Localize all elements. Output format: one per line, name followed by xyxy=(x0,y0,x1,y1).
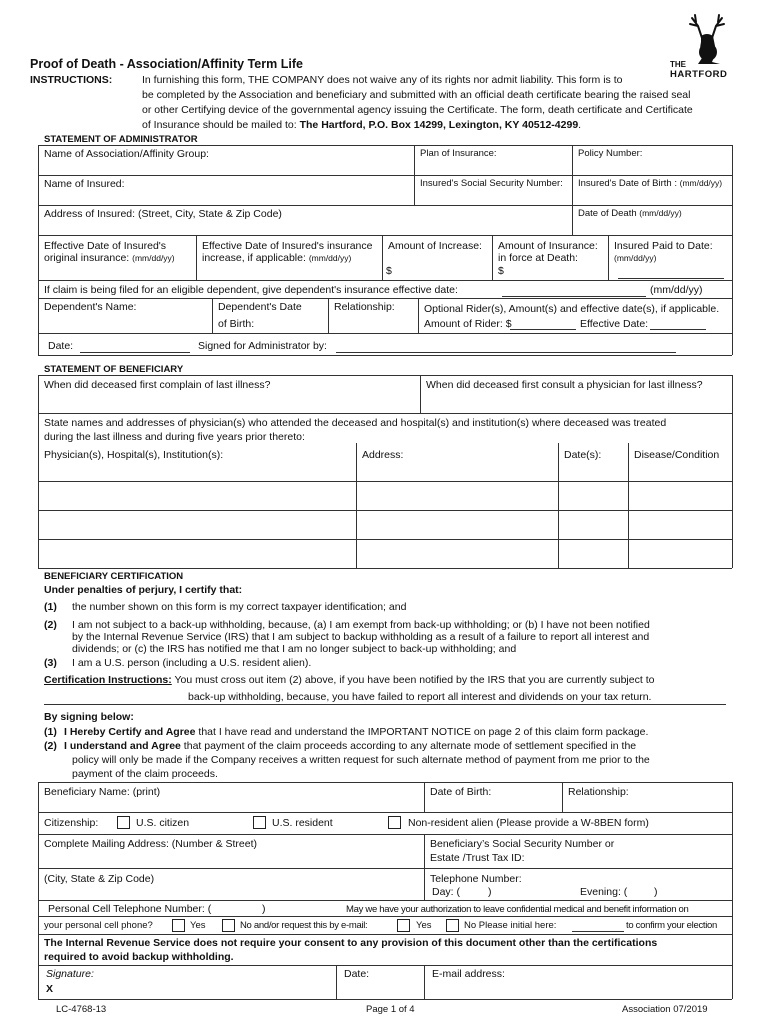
cert-item-3-text: I am a U.S. person (including a U.S. resident alien). xyxy=(72,657,312,669)
eff-original-format: (mm/dd/yy) xyxy=(132,253,175,263)
cell-phone-close: ) xyxy=(262,903,266,915)
non-resident-checkbox[interactable] xyxy=(388,816,401,829)
cert-item-2-line-1: I am not subject to a back-up withholding, because, (a) I am exempt from back-up withholding; or (b) I have not been notified xyxy=(72,619,650,631)
cell-question: your personal cell phone? xyxy=(44,920,153,931)
instructions-line-1: In furnishing this form, THE COMPANY does not waive any of its rights nor admit liability. This form is to xyxy=(142,74,623,86)
eff-increase-label-2 xyxy=(202,252,351,264)
date-of-death-label xyxy=(578,208,682,219)
beneficiary-ssn-label-1: Beneficiary’s Social Security Number or xyxy=(430,838,615,850)
evening-phone-close: ) xyxy=(654,886,658,898)
amount-increase-dollar: $ xyxy=(386,265,392,277)
form-title: Proof of Death - Association/Affinity Term Life xyxy=(30,57,303,71)
signing-item-2 xyxy=(64,740,636,752)
cert-item-2-line-3: dividends; or (c) the IRS has notified me that I am no longer subject to back-up withholding; and xyxy=(72,643,517,655)
irs-notice-line-1: The Internal Revenue Service does not require your consent to any provision of this document other than the certifications xyxy=(44,937,658,949)
signing-item-1-number: (1) xyxy=(44,726,57,738)
cert-item-2-line-2: by the Internal Revenue Service (IRS) that I am subject to backup withholding as a result of a failure to report all interest and xyxy=(72,631,650,643)
cert-item-1-number: (1) xyxy=(44,601,57,613)
beneficiary-name-label: Beneficiary Name: (print) xyxy=(44,786,161,798)
logo-the: THE xyxy=(670,60,686,69)
initial-line[interactable] xyxy=(572,931,624,932)
signing-item-1-bold: I Hereby Certify and Agree xyxy=(64,726,196,738)
cell-no-checkbox[interactable] xyxy=(222,919,235,932)
physicians-instruction-2: during the last illness and during five years prior thereto: xyxy=(44,431,305,443)
dependent-dob-label-1: Dependent's Date xyxy=(218,301,302,313)
beneficiary-dob-label: Date of Birth: xyxy=(430,786,492,798)
day-phone-close: ) xyxy=(488,886,492,898)
instructions-mail-prefix: of Insurance should be mailed to: xyxy=(142,119,300,131)
policy-label: Policy Number: xyxy=(578,148,643,159)
paid-to-date-label: Insured Paid to Date: xyxy=(614,240,713,252)
col-dates-label: Date(s): xyxy=(564,449,602,461)
instructions-line-4 xyxy=(142,119,581,131)
signature-label: Signature: xyxy=(46,968,94,980)
signature-date-label: Date: xyxy=(344,968,370,980)
beneficiary-ssn-label-2: Estate /Trust Tax ID: xyxy=(430,852,525,864)
col-physicians-label: Physician(s), Hospital(s), Institution(s): xyxy=(44,449,224,461)
eff-increase-text: increase, if applicable: xyxy=(202,252,306,264)
form-edition: Association 07/2019 xyxy=(622,1004,708,1015)
form-number: LC-4768-13 xyxy=(56,1004,107,1015)
non-resident-label: Non-resident alien (Please provide a W-8BEN form) xyxy=(408,817,649,829)
group-name-label: Name of Association/Affinity Group: xyxy=(44,148,209,160)
dependent-effective-line[interactable] xyxy=(502,296,646,297)
physicians-instruction-1: State names and addresses of physician(s) who attended the deceased and hospital(s) and institution(s) where deceased was treated xyxy=(44,417,667,429)
rider-amount-label: Amount of Rider: $ xyxy=(424,318,512,330)
admin-signature-line[interactable] xyxy=(336,352,676,353)
cell-yes-checkbox[interactable] xyxy=(172,919,185,932)
citizenship-label: Citizenship: xyxy=(44,817,99,829)
signing-item-2-bold: I understand and Agree xyxy=(64,740,181,752)
hartford-logo xyxy=(668,12,738,82)
cert-item-2-number: (2) xyxy=(44,619,57,631)
perjury-statement: Under penalties of perjury, I certify that: xyxy=(44,584,243,596)
certification-heading: BENEFICIARY CERTIFICATION xyxy=(44,571,184,582)
initial-here-label: No Please initial here: xyxy=(464,920,557,931)
signing-item-1-text: that I have read and understand the IMPORTANT NOTICE on page 2 of this claim form package. xyxy=(195,726,649,738)
irs-notice-line-2: required to avoid backup withholding. xyxy=(44,951,234,963)
us-resident-checkbox[interactable] xyxy=(253,816,266,829)
rider-effective-label: Effective Date: xyxy=(580,318,649,330)
admin-date-label: Date: xyxy=(48,340,74,352)
beneficiary-relationship-label: Relationship: xyxy=(568,786,629,798)
date-of-death-format: (mm/dd/yy) xyxy=(639,208,682,218)
city-state-zip-label: (City, State & Zip Code) xyxy=(44,873,155,885)
page-number: Page 1 of 4 xyxy=(366,1004,415,1015)
first-consult-label: When did deceased first consult a physician for last illness? xyxy=(426,379,703,391)
mailing-address-label: Complete Mailing Address: (Number & Street) xyxy=(44,838,257,850)
cert-instructions-text: You must cross out item (2) above, if you have been notified by the IRS that you are currently subject to xyxy=(171,674,655,686)
eff-original-label-2 xyxy=(44,252,175,264)
authorization-question: May we have your authorization to leave confidential medical and benefit information on xyxy=(346,904,689,915)
telephone-label: Telephone Number: xyxy=(430,873,522,885)
date-of-death-text: Date of Death xyxy=(578,208,637,219)
signing-item-2-line-3: payment of the claim proceeds. xyxy=(72,768,218,780)
email-yes-checkbox[interactable] xyxy=(397,919,410,932)
insured-address-label: Address of Insured: (Street, City, State & Zip Code) xyxy=(44,208,282,220)
cell-phone-label: Personal Cell Telephone Number: ( xyxy=(48,903,212,915)
logo-hartford: HARTFORD xyxy=(670,69,728,80)
dependent-effective-format: (mm/dd/yy) xyxy=(650,284,703,296)
first-complain-label: When did deceased first complain of last illness? xyxy=(44,379,271,391)
cert-item-3-number: (3) xyxy=(44,657,57,669)
email-request-label: No and/or request this by e-mail: xyxy=(240,920,368,931)
amount-insurance-label-1: Amount of Insurance: xyxy=(498,240,598,252)
signing-item-1 xyxy=(64,726,648,738)
mailing-address: The Hartford, P.O. Box 14299, Lexington, KY 40512-4299 xyxy=(299,119,579,131)
signing-item-2-number: (2) xyxy=(44,740,57,752)
us-citizen-checkbox[interactable] xyxy=(117,816,130,829)
insured-dob-text: Insured's Date of Birth : xyxy=(578,178,677,189)
cert-instructions-line-1 xyxy=(44,674,654,686)
amount-insurance-label-2: in force at Death: xyxy=(498,252,578,264)
stag-icon xyxy=(668,12,738,66)
us-resident-label: U.S. resident xyxy=(272,817,333,829)
instructions-label: INSTRUCTIONS: xyxy=(30,74,113,86)
signing-heading: By signing below: xyxy=(44,711,134,723)
signing-item-2-text: that payment of the claim proceeds according to any alternate mode of settlement specified in the xyxy=(180,740,637,752)
dependent-effective-label: If claim is being filed for an eligible dependent, give dependent's insurance effective date: xyxy=(44,284,458,296)
amount-insurance-dollar: $ xyxy=(498,265,504,277)
signature-x[interactable]: X xyxy=(46,983,54,995)
signing-item-2-line-2: policy will only be made if the Company receives a written request for such alternate method of payment from me prior to the xyxy=(72,754,650,766)
amount-increase-label: Amount of Increase: xyxy=(388,240,482,252)
us-citizen-label: U.S. citizen xyxy=(136,817,190,829)
dependent-name-label: Dependent's Name: xyxy=(44,301,137,313)
instructions-period: . xyxy=(578,119,582,131)
confirm-election-label: to confirm your election xyxy=(626,920,718,931)
evening-phone-label: Evening: ( xyxy=(580,886,628,898)
beneficiary-heading: STATEMENT OF BENEFICIARY xyxy=(44,364,184,375)
cert-instructions-label: Certification Instructions: xyxy=(44,674,172,686)
admin-signature-label: Signed for Administrator by: xyxy=(198,340,327,352)
optional-riders-label: Optional Rider(s), Amount(s) and effective date(s), if applicable. xyxy=(424,303,720,315)
dependent-dob-label-2: of Birth: xyxy=(218,318,255,330)
cert-item-1-text: the number shown on this form is my correct taxpayer identification; and xyxy=(72,601,407,613)
eff-increase-label-1: Effective Date of Insured's insurance xyxy=(202,240,373,252)
day-phone-label: Day: ( xyxy=(432,886,461,898)
email-address-label: E-mail address: xyxy=(432,968,505,980)
eff-increase-format: (mm/dd/yy) xyxy=(308,253,352,263)
cell-yes-label: Yes xyxy=(190,920,206,931)
email-yes-label: Yes xyxy=(416,920,432,931)
insured-dob-format: (mm/dd/yy) xyxy=(679,178,723,188)
paid-to-date-format: (mm/dd/yy) xyxy=(614,253,657,263)
col-address-label: Address: xyxy=(362,449,404,461)
instructions-line-3: or other Certifying device of the governmental agency issuing the Certificate. The form, death certificate and Certificate xyxy=(142,104,693,116)
insured-ssn-label: Insured's Social Security Number: xyxy=(420,178,563,189)
cert-instructions-line-2: back-up withholding, because, you have failed to report all interest and dividends on your tax return. xyxy=(188,691,652,703)
eff-original-label-1: Effective Date of Insured's xyxy=(44,240,167,252)
insured-name-label: Name of Insured: xyxy=(44,178,125,190)
dependent-relationship-label: Relationship: xyxy=(334,301,395,313)
eff-original-text: original insurance: xyxy=(44,252,130,264)
email-no-checkbox[interactable] xyxy=(446,919,459,932)
col-disease-label: Disease/Condition xyxy=(634,449,720,461)
instructions-line-2: be completed by the Association and beneficiary and submitted with an official death certificate bearing the raised seal xyxy=(142,89,691,101)
plan-label: Plan of Insurance: xyxy=(420,148,497,159)
administrator-heading: STATEMENT OF ADMINISTRATOR xyxy=(44,134,198,145)
admin-date-line[interactable] xyxy=(80,352,190,353)
insured-dob-label xyxy=(578,178,722,189)
